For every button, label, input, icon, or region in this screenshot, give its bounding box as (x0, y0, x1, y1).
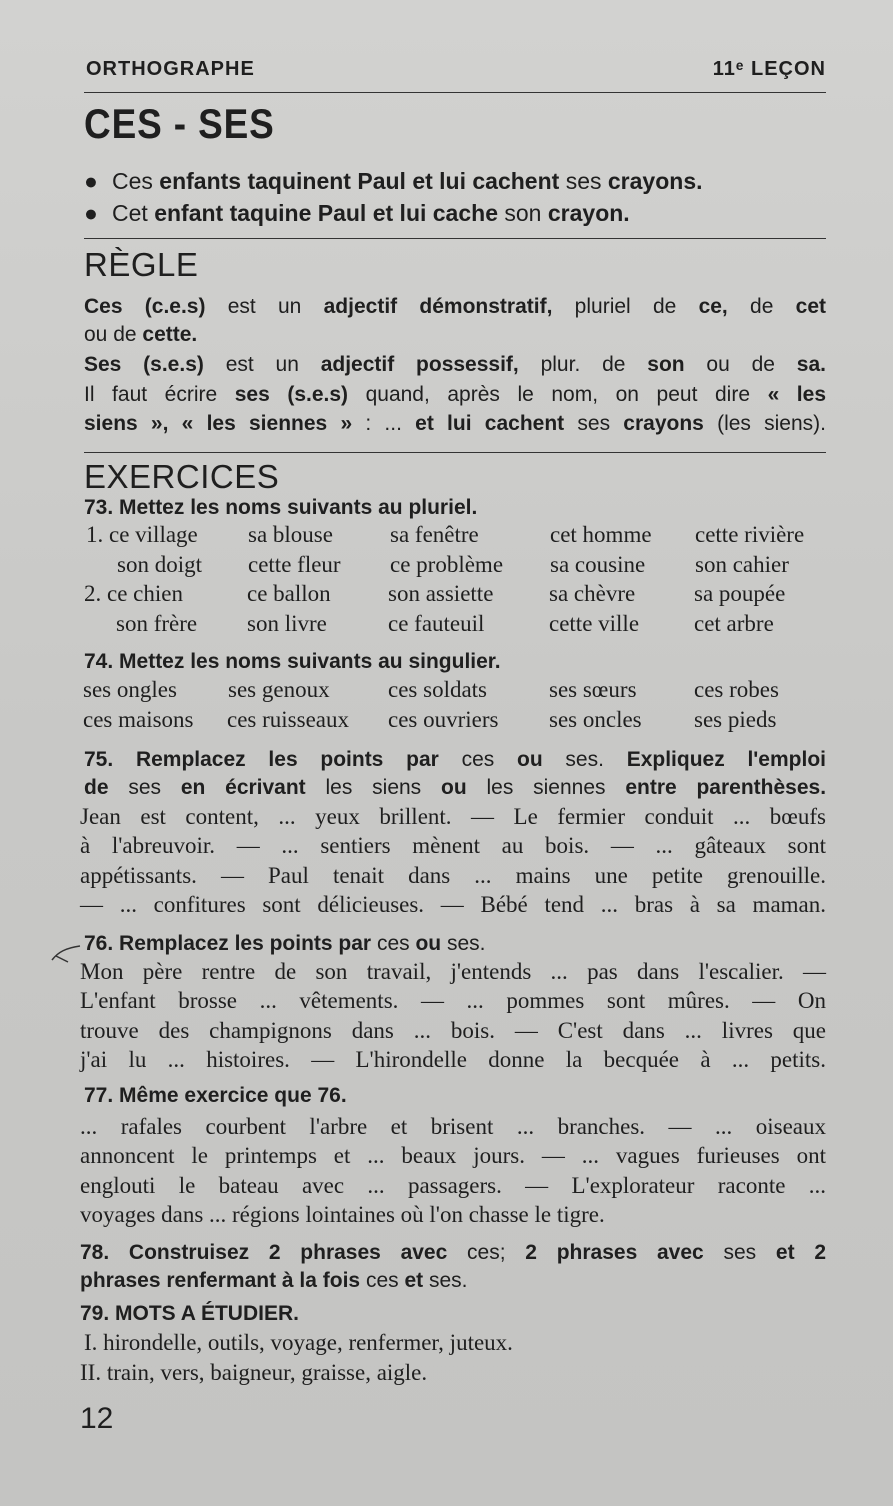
word-cell: cet homme (550, 522, 652, 547)
bold-text: crayon. (547, 200, 630, 226)
text-run: ses (565, 168, 608, 194)
ex75-line-2: à l'abreuvoir. — ... sentiers mènent au bois. — ... gâteaux sont (80, 833, 826, 858)
ex79-heading: 79. MOTS A ÉTUDIER. (80, 1302, 299, 1325)
word-cell: cet arbre (694, 611, 774, 636)
bold-text: ce, (698, 295, 728, 318)
text-run: ses. (428, 1269, 468, 1292)
bold-text: en écrivant (161, 776, 326, 799)
text-run: Ces (112, 168, 160, 194)
text-run: ou de (84, 323, 143, 346)
bold-text: entre parenthèses. (605, 776, 827, 799)
bold-text: adjectif démonstratif, (323, 295, 553, 318)
word-cell: sa chèvre (549, 581, 636, 606)
ex78-line-2 (80, 1266, 826, 1295)
text-run: ces; (467, 1241, 506, 1264)
word-cell: ses oncles (549, 707, 642, 732)
text-run: ses (564, 412, 624, 435)
bold-text: et (398, 1269, 429, 1292)
bold-text: ou (409, 932, 447, 955)
bold-text: de (84, 776, 129, 799)
ex79-line-2: II. train, vers, baigneur, graisse, aigle. (80, 1360, 428, 1385)
ex77-line-1: ... rafales courbent l'arbre et brisent ... branches. — ... oiseaux (80, 1114, 826, 1139)
bold-text: 76. Remplacez les points par (84, 932, 377, 955)
word-cell: ce problème (390, 552, 504, 577)
bold-text: ou (494, 748, 566, 771)
text-run: : ... (352, 412, 416, 435)
bullet-icon: ● (84, 200, 98, 226)
text-run: est un (205, 295, 324, 318)
page-number: 12 (80, 1402, 114, 1435)
word-cell: ces ouvriers (388, 707, 499, 732)
text-run: ses. (446, 932, 486, 955)
text-run: quand, après le nom, on peut dire (348, 383, 768, 406)
word-cell: ses sœurs (549, 677, 637, 702)
ex75-heading-1 (84, 745, 826, 774)
ex78-line-1 (80, 1238, 826, 1267)
rule-line-2 (84, 320, 826, 349)
bold-text: 75. Remplacez les points par (84, 748, 462, 771)
bold-text: Expliquez l'emploi (603, 748, 826, 771)
word-cell: ces ruisseaux (227, 707, 349, 732)
exercises-title: EXERCICES (84, 458, 280, 495)
word-cell: cette rivière (695, 522, 805, 547)
ex76-line-3: trouve des champignons dans ... bois. — C'est dans ... livres que (80, 1018, 826, 1043)
bold-text: enfant taquine Paul et lui cache (154, 200, 505, 226)
bold-text: ses (s.e.s) (234, 383, 349, 406)
ex75-heading-2 (84, 773, 826, 802)
ex77-line-2: annoncent le printemps et ... beaux jours. — ... vagues furieuses ont (80, 1143, 826, 1168)
bold-text: « les (767, 383, 826, 406)
bold-text: siens », « les siennes » (84, 412, 353, 435)
bold-text: crayons (623, 412, 704, 435)
word-cell: sa poupée (694, 581, 786, 606)
ex76-heading (84, 929, 826, 958)
word-cell: son livre (247, 611, 327, 636)
word-cell: sa blouse (248, 522, 333, 547)
ex77-heading: 77. Même exercice que 76. (84, 1084, 347, 1107)
example-sentence-2 (84, 200, 630, 227)
pencil-mark-icon (50, 942, 84, 966)
text-run: ou de (684, 353, 797, 376)
word-cell: sa fenêtre (390, 522, 479, 547)
ex76-line-1: Mon père rentre de son travail, j'entends ... pas dans l'escalier. — (80, 959, 826, 984)
ex77-line-4: voyages dans ... régions lointaines où l'on chasse le tigre. (80, 1202, 605, 1227)
word-cell: ces robes (694, 677, 779, 702)
rich-text (112, 168, 703, 194)
text-run: (les siens). (703, 412, 826, 435)
text-run: plur. de (518, 353, 648, 376)
rule-line-4 (84, 380, 826, 409)
ex74-heading: 74. Mettez les noms suivants au singulier. (84, 650, 501, 673)
word-cell: 1. ce village (86, 522, 198, 547)
ex79-line-1: I. hirondelle, outils, voyage, renfermer, juteux. (84, 1330, 513, 1355)
word-cell: ses pieds (694, 707, 777, 732)
word-cell: ces soldats (388, 677, 488, 702)
ex75-line-4: — ... confitures sont délicieuses. — Bébé tend ... bras à sa maman. (80, 892, 826, 917)
bold-text: enfants taquinent Paul et lui cachent (159, 168, 566, 194)
lesson-label: 11ᵉ LEÇON (712, 58, 826, 80)
ex77-line-3: englouti le bateau avec ... passagers. — L'explorateur raconte ... (80, 1173, 826, 1198)
bullet-icon: ● (84, 168, 98, 194)
bold-text: sa. (796, 353, 826, 376)
rule-line-1 (84, 292, 826, 321)
rule-line-3 (84, 350, 826, 379)
text-run: ces (461, 748, 495, 771)
word-cell: sa cousine (550, 552, 646, 577)
subject-label: ORTHOGRAPHE (86, 58, 255, 80)
ex76-line-2: L'enfant brosse ... vêtements. — ... pommes sont mûres. — On (80, 988, 826, 1013)
bold-text: et lui cachent (415, 412, 565, 435)
example-rule (84, 238, 826, 239)
text-run: est un (203, 353, 321, 376)
text-run: Cet (112, 200, 155, 226)
text-run: Il faut écrire (84, 383, 235, 406)
bold-text: cet (795, 295, 827, 318)
text-run: ces (365, 1269, 399, 1292)
word-cell: ces maisons (83, 707, 194, 732)
rule-title: RÈGLE (84, 246, 199, 283)
text-run: ces (376, 932, 410, 955)
bold-text: 2 phrases avec (505, 1241, 724, 1264)
word-cell: cette ville (549, 611, 640, 636)
bold-text: et 2 (756, 1241, 826, 1264)
text-run: les siens (325, 776, 422, 799)
bold-text: phrases renfermant à la fois (80, 1269, 366, 1292)
example-sentence-1 (84, 168, 703, 195)
text-run: ses. (565, 748, 604, 771)
word-cell: son cahier (695, 552, 789, 577)
word-cell: ses genoux (228, 677, 330, 702)
word-cell: ses ongles (83, 677, 177, 702)
header-rule (84, 92, 826, 93)
bold-text: son (647, 353, 685, 376)
bold-text: Ses (s.e.s) (84, 353, 204, 376)
page-title: CES - SES (84, 100, 275, 147)
bold-text: 78. Construisez 2 phrases avec (80, 1241, 468, 1264)
rule-bottom-rule (84, 452, 826, 453)
word-cell: ce fauteuil (388, 611, 485, 636)
bold-text: crayons. (607, 168, 703, 194)
word-cell: 2. ce chien (84, 581, 183, 606)
text-run: de (727, 295, 796, 318)
text-run: pluriel de (552, 295, 699, 318)
word-cell: son assiette (388, 581, 494, 606)
word-cell: cette fleur (248, 552, 341, 577)
ex75-line-1: Jean est content, ... yeux brillent. — Le fermier conduit ... bœufs (80, 804, 826, 829)
text-run: ses (723, 1241, 757, 1264)
text-run: les siennes (486, 776, 606, 799)
bold-text: cette. (142, 323, 198, 346)
bold-text: Ces (c.e.s) (84, 295, 206, 318)
ex75-line-3: appétissants. — Paul tenait dans ... mains une petite grenouille. (80, 863, 826, 888)
word-cell: son frère (116, 611, 198, 636)
bold-text: ou (421, 776, 487, 799)
rich-text (112, 200, 630, 226)
ex76-line-4: j'ai lu ... histoires. — L'hirondelle donne la becquée à ... petits. (80, 1047, 826, 1072)
text-run: ses (128, 776, 162, 799)
rule-line-5 (84, 409, 826, 438)
word-cell: son doigt (117, 552, 202, 577)
bold-text: adjectif possessif, (320, 353, 519, 376)
word-cell: ce ballon (247, 581, 331, 606)
text-run: son (504, 200, 548, 226)
ex73-heading: 73. Mettez les noms suivants au pluriel. (84, 496, 478, 519)
